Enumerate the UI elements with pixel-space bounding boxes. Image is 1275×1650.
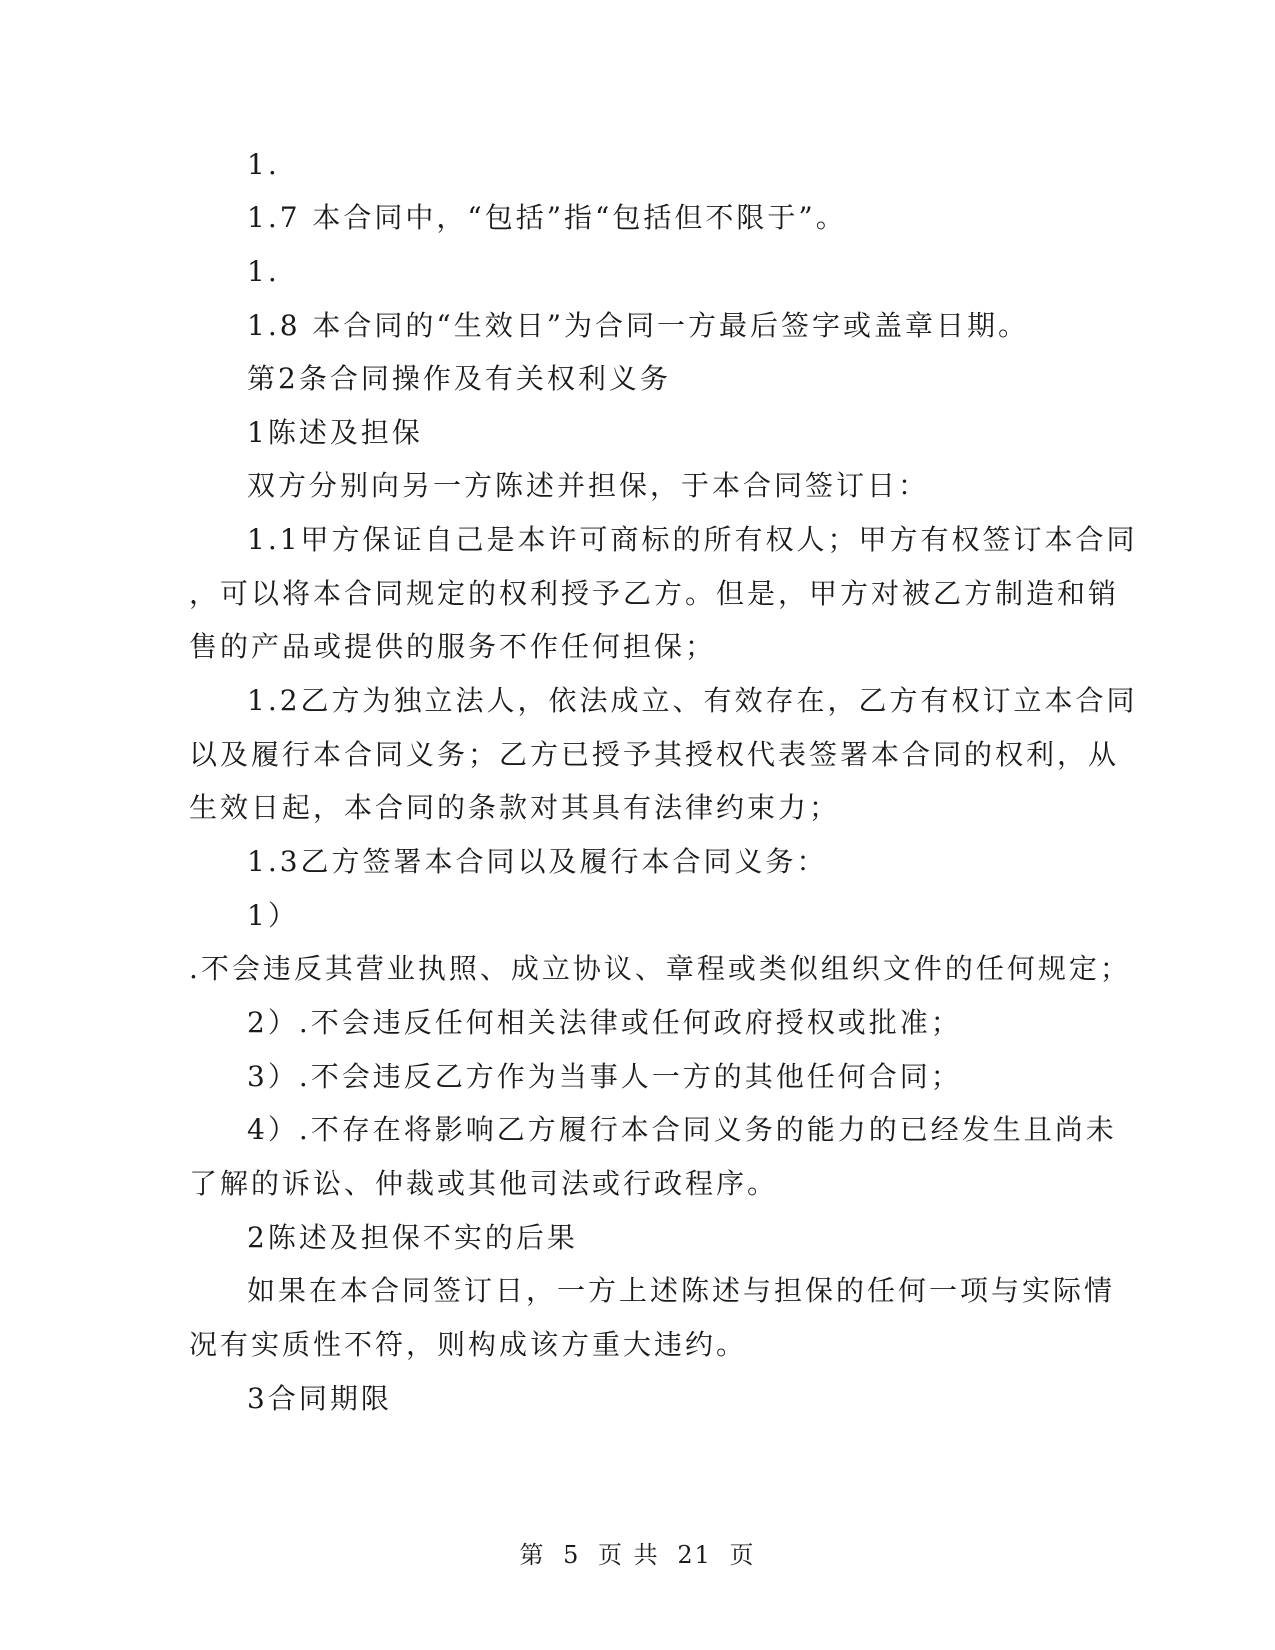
page-number: 5	[563, 1541, 581, 1569]
subsection-heading: 2陈述及担保不实的后果	[247, 1221, 578, 1254]
text-line: 1）	[247, 899, 299, 932]
text-line: 售的产品或提供的服务不作任何担保；	[189, 630, 717, 663]
footer-prefix: 第	[519, 1541, 546, 1569]
text-line: 4）.不存在将影响乙方履行本合同义务的能力的已经发生且尚未	[247, 1113, 1117, 1146]
text-line: 以及履行本合同义务；乙方已授予其授权代表签署本合同的权利，从	[189, 738, 1120, 771]
text-line: 双方分别向另一方陈述并担保，于本合同签订日：	[247, 469, 930, 502]
text-line: 1.1甲方保证自己是本许可商标的所有权人；甲方有权签订本合同	[247, 523, 1138, 556]
page-total: 21	[677, 1541, 712, 1569]
page-footer	[0, 1540, 1275, 1570]
subsection-heading: 1陈述及担保	[247, 416, 423, 449]
text-line: 3）.不会违反乙方作为当事人一方的其他任何合同；	[247, 1060, 962, 1093]
text-line: 1.7 本合同中，“包括”指“包括但不限于”。	[247, 201, 847, 234]
text-line: .不会违反其营业执照、成立协议、章程或类似组织文件的任何规定；	[189, 952, 1131, 985]
text-line: 1.	[247, 148, 280, 181]
section-heading: 第2条合同操作及有关权利义务	[247, 362, 671, 395]
text-line: 如果在本合同签订日，一方上述陈述与担保的任何一项与实际情	[247, 1274, 1116, 1307]
text-line: 1.	[247, 255, 280, 288]
subsection-heading: 3合同期限	[247, 1382, 392, 1415]
text-line: ，可以将本合同规定的权利授予乙方。但是，甲方对被乙方制造和销	[189, 577, 1120, 610]
footer-middle: 页 共	[598, 1541, 660, 1569]
text-line: 1.8 本合同的“生效日”为合同一方最后签字或盖章日期。	[247, 309, 1030, 342]
footer-suffix: 页	[729, 1541, 756, 1569]
text-line: 1.3乙方签署本合同以及履行本合同义务：	[247, 845, 828, 878]
text-line: 2）.不会违反任何相关法律或任何政府授权或批准；	[247, 1006, 962, 1039]
text-line: 况有实质性不符，则构成该方重大违约。	[189, 1328, 748, 1361]
text-line: 了解的诉讼、仲裁或其他司法或行政程序。	[189, 1167, 779, 1200]
text-line: 1.2乙方为独立法人，依法成立、有效存在，乙方有权订立本合同	[247, 684, 1138, 717]
text-line: 生效日起，本合同的条款对其具有法律约束力；	[189, 791, 841, 824]
